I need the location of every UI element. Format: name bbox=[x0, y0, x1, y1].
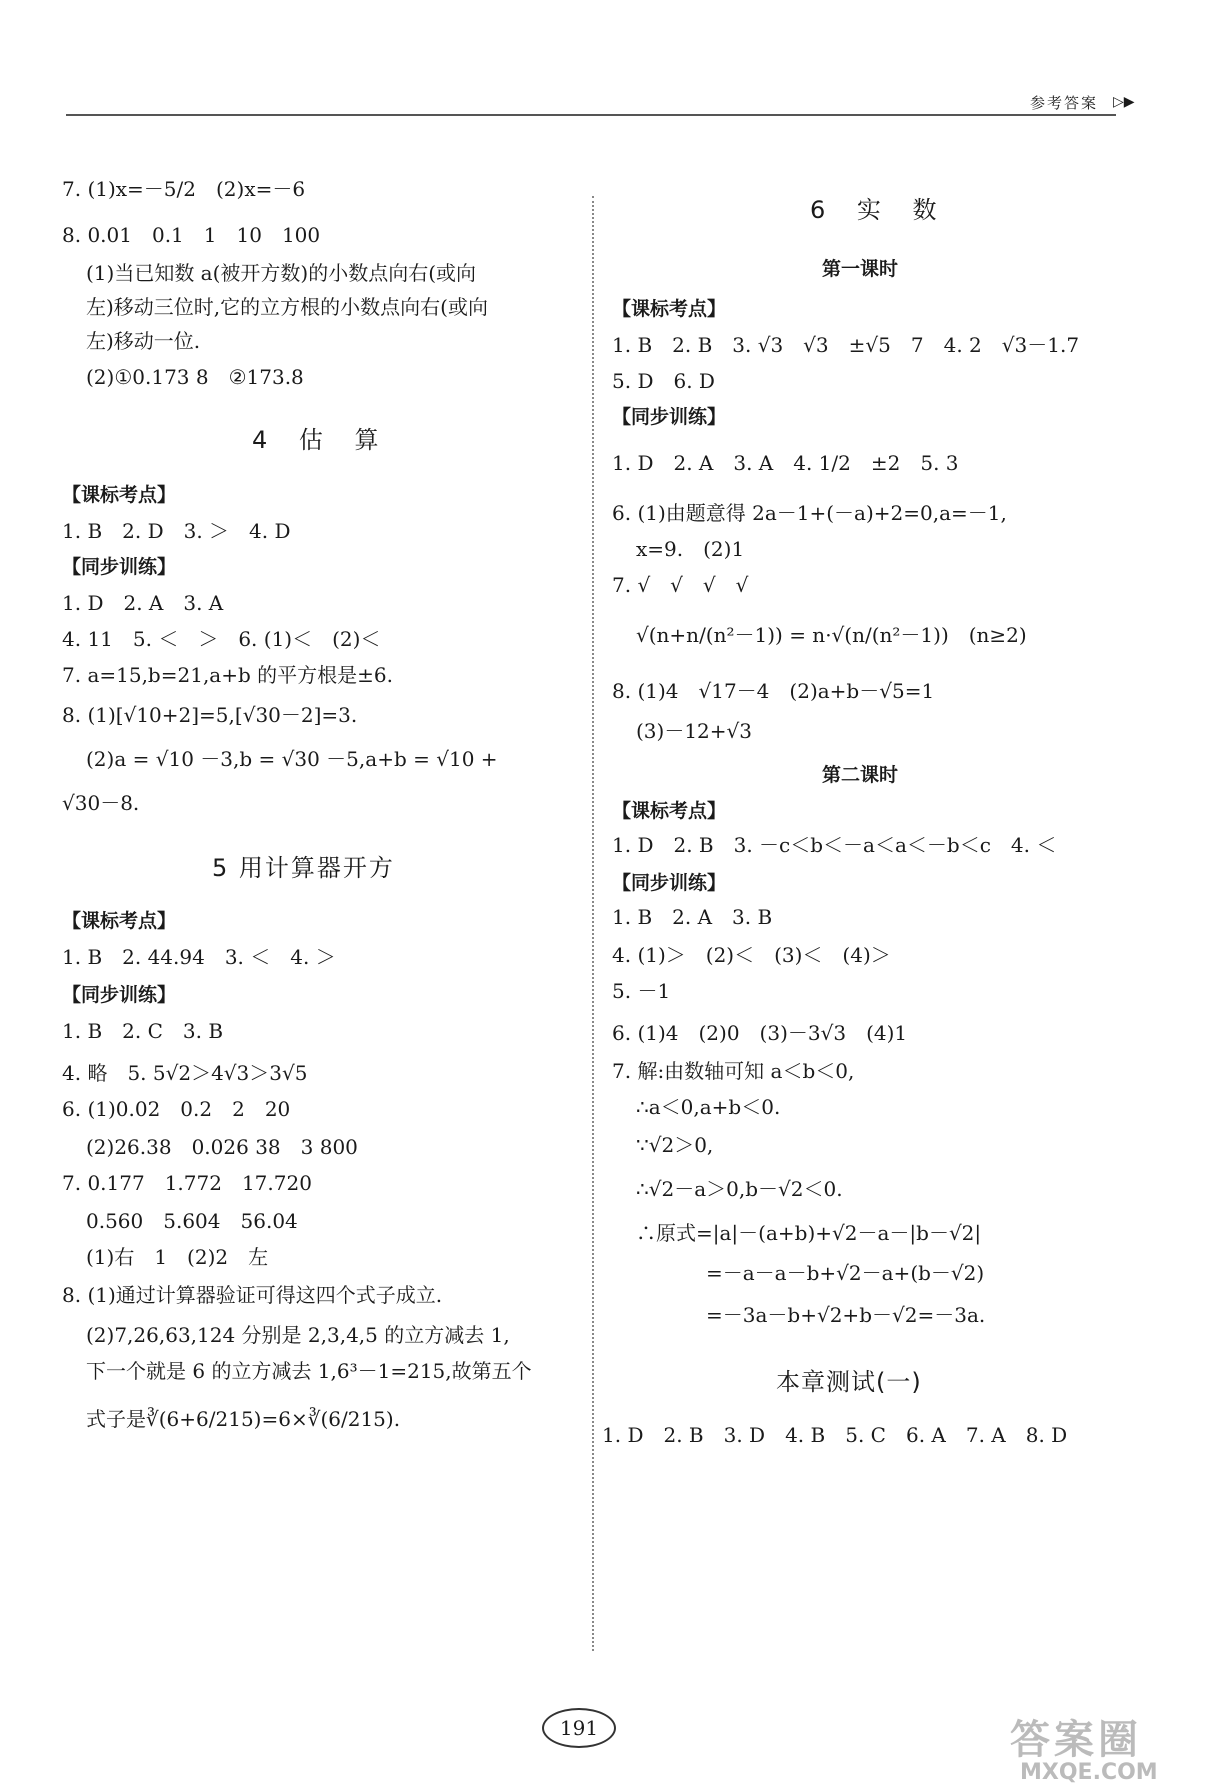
answer-line: (2)7,26,63,124 分别是 2,3,4,5 的立方减去 1, bbox=[86, 1323, 510, 1347]
answer-line: 4. (1)＞ (2)＜ (3)＜ (4)＞ bbox=[612, 943, 891, 967]
answer-line: 8. (1)通过计算器验证可得这四个式子成立. bbox=[62, 1283, 443, 1307]
answer-line: 1. B 2. D 3. ＞ 4. D bbox=[62, 519, 291, 543]
answer-line: =－a－a－b+√2－a+(b－√2) bbox=[706, 1261, 985, 1285]
section-title: 本章测试(一) bbox=[776, 1368, 922, 1396]
answer-line: (1)右 1 (2)2 左 bbox=[86, 1245, 269, 1269]
answer-line: ∴√2－a＞0,b－√2＜0. bbox=[636, 1177, 843, 1201]
answer-line: (3)－12+√3 bbox=[636, 719, 753, 743]
answer-line: 7. 0.177 1.772 17.720 bbox=[62, 1171, 312, 1195]
answer-line: 左)移动三位时,它的立方根的小数点向右(或向 bbox=[86, 295, 488, 319]
answer-line: (1)当已知数 a(被开方数)的小数点向右(或向 bbox=[86, 261, 477, 285]
section-title: 6 实 数 bbox=[810, 196, 949, 224]
section-tag: 【课标考点】 bbox=[62, 484, 177, 506]
answer-line: 4. 11 5. ＜ ＞ 6. (1)＜ (2)＜ bbox=[62, 627, 381, 651]
answer-line: 8. 0.01 0.1 1 10 100 bbox=[62, 223, 321, 247]
answer-line: (2)①0.173 8 ②173.8 bbox=[86, 365, 304, 389]
answer-line: 6. (1)0.02 0.2 2 20 bbox=[62, 1097, 291, 1121]
answer-line: 5. D 6. D bbox=[612, 369, 715, 393]
answer-line: ∴a＜0,a+b＜0. bbox=[636, 1095, 781, 1119]
watermark-logo: 答案圈 bbox=[1010, 1717, 1142, 1763]
section-tag: 【同步训练】 bbox=[612, 872, 727, 894]
page-number: 191 bbox=[542, 1708, 616, 1748]
answer-line: 1. B 2. B 3. √3 √3 ±√5 7 4. 2 √3－1.7 bbox=[612, 333, 1080, 357]
answer-line: 式子是∛(6+6/215)=6×∛(6/215). bbox=[86, 1407, 401, 1431]
answer-line: 8. (1)[√10+2]=5,[√30－2]=3. bbox=[62, 703, 358, 727]
section-tag: 【课标考点】 bbox=[62, 910, 177, 932]
answer-line: 0.560 5.604 56.04 bbox=[86, 1209, 298, 1233]
answer-line: 1. D 2. B 3. D 4. B 5. C 6. A 7. A 8. D bbox=[602, 1423, 1068, 1447]
answer-line: (2)26.38 0.026 38 3 800 bbox=[86, 1135, 358, 1159]
lesson-title: 第二课时 bbox=[822, 764, 899, 786]
answer-line: 4. 略 5. 5√2＞4√3＞3√5 bbox=[62, 1061, 308, 1085]
answer-line: ∴原式=|a|－(a+b)+√2－a－|b－√2| bbox=[636, 1221, 982, 1245]
header-label: 参考答案 bbox=[1030, 94, 1099, 112]
answer-line: 8. (1)4 √17－4 (2)a+b－√5=1 bbox=[612, 679, 935, 703]
section-tag: 【课标考点】 bbox=[612, 800, 727, 822]
answer-line: 左)移动一位. bbox=[86, 329, 201, 353]
answer-line: 5. －1 bbox=[612, 979, 671, 1003]
section-tag: 【同步训练】 bbox=[612, 406, 727, 428]
answer-line: 1. B 2. C 3. B bbox=[62, 1019, 224, 1043]
section-title: 5 用计算器开方 bbox=[212, 854, 395, 882]
answer-line: (2)a = √10 －3,b = √30 －5,a+b = √10 + bbox=[86, 747, 498, 771]
answer-line: 7. (1)x=－5/2 (2)x=－6 bbox=[62, 177, 306, 201]
answer-line: 1. B 2. A 3. B bbox=[612, 905, 773, 929]
answer-line: 1. D 2. B 3. －c＜b＜－a＜a＜－b＜c 4. ＜ bbox=[612, 833, 1057, 857]
answer-line: 1. B 2. 44.94 3. ＜ 4. ＞ bbox=[62, 945, 336, 969]
answer-line: 1. D 2. A 3. A 4. 1/2 ±2 5. 3 bbox=[612, 451, 959, 475]
lesson-title: 第一课时 bbox=[822, 258, 899, 280]
column-divider bbox=[592, 196, 594, 1651]
answer-line: 7. 解:由数轴可知 a＜b＜0, bbox=[612, 1059, 855, 1083]
header-line bbox=[66, 114, 1116, 116]
answer-line: 1. D 2. A 3. A bbox=[62, 591, 224, 615]
header-arrow-icon: ▷▶ bbox=[1113, 94, 1135, 110]
answer-line: ∵√2＞0, bbox=[636, 1133, 714, 1157]
section-tag: 【课标考点】 bbox=[612, 298, 727, 320]
answer-line: √30－8. bbox=[62, 791, 140, 815]
answer-line: √(n+n/(n²－1)) = n·√(n/(n²－1)) (n≥2) bbox=[636, 623, 1027, 647]
section-title: 4 估 算 bbox=[252, 426, 391, 454]
answer-line: x=9. (2)1 bbox=[636, 537, 745, 561]
section-tag: 【同步训练】 bbox=[62, 984, 177, 1006]
answer-line: 7. a=15,b=21,a+b 的平方根是±6. bbox=[62, 663, 393, 687]
watermark-url: MXQE.COM bbox=[1020, 1760, 1158, 1785]
answer-line: 7. √ √ √ √ bbox=[612, 573, 749, 597]
answer-line: =－3a－b+√2+b－√2=－3a. bbox=[706, 1303, 986, 1327]
answer-line: 6. (1)由题意得 2a－1+(－a)+2=0,a=－1, bbox=[612, 501, 1007, 525]
answer-line: 下一个就是 6 的立方减去 1,6³－1=215,故第五个 bbox=[86, 1359, 532, 1383]
section-tag: 【同步训练】 bbox=[62, 556, 177, 578]
answer-line: 6. (1)4 (2)0 (3)－3√3 (4)1 bbox=[612, 1021, 908, 1045]
